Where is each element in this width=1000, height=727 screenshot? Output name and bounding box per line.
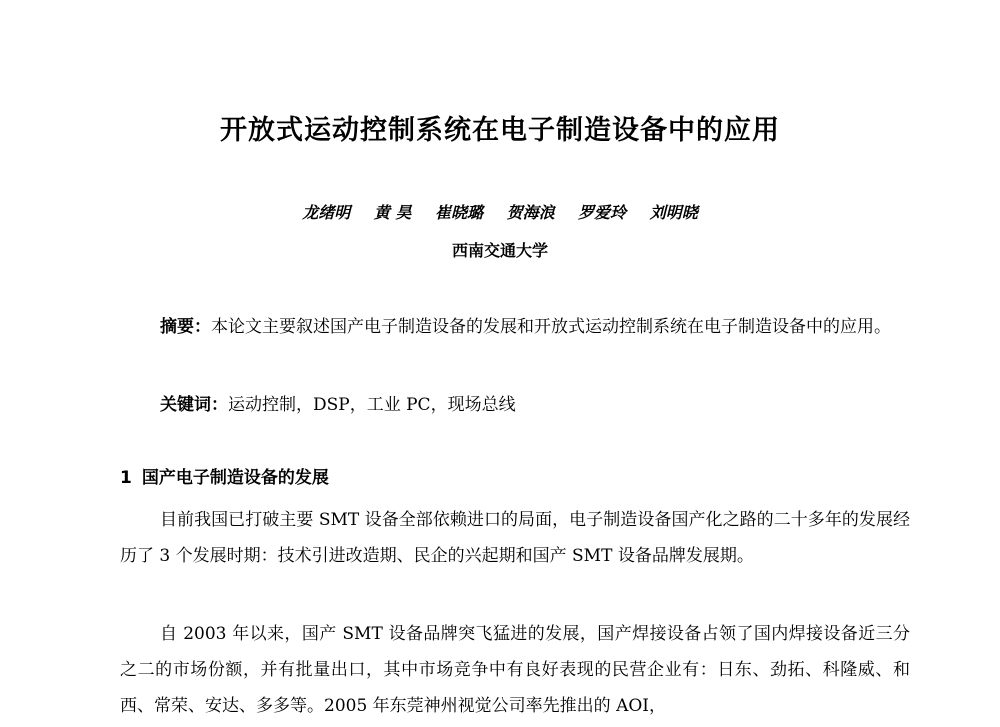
abstract-text: 本论文主要叙述国产电子制造设备的发展和开放式运动控制系统在电子制造设备中的应用。: [211, 317, 891, 337]
keywords-line: [160, 387, 516, 423]
section-title: 国产电子制造设备的发展: [141, 468, 329, 488]
keywords-text: 运动控制，DSP，工业 PC，现场总线: [228, 395, 516, 415]
author-name: 罗爱玲: [578, 203, 627, 222]
author-name: 崔晓璐: [434, 203, 483, 222]
abstract-paragraph: [120, 309, 910, 345]
abstract-label: 摘要：: [160, 317, 211, 337]
affiliation: 西南交通大学: [451, 241, 548, 260]
body-paragraph: 自 2003 年以来，国产 SMT 设备品牌突飞猛进的发展，国产焊接设备占领了国内焊接设备近三分之二的市场份额，并有批量出口，其中市场竞争中有良好表现的民营企业有：日东、劲拓、科隆威、和西、常荣、安达、多多等。2005 年东莞神州视觉公司率先推出的 AOI，: [120, 624, 910, 716]
body-paragraph: 目前我国已打破主要 SMT 设备全部依赖进口的局面，电子制造设备国产化之路的二十多年的发展经历了 3 个发展时期：技术引进改造期、民企的兴起期和国产 SMT 设备品牌发展期。: [120, 510, 910, 566]
keywords-label: 关键词：: [160, 395, 228, 415]
author-name: 贺海浪: [506, 203, 555, 222]
author-name: 龙绪明: [302, 203, 351, 222]
author-name: 刘明晓: [649, 203, 698, 222]
author-list: [0, 200, 1000, 223]
paper-title: 开放式运动控制系统在电子制造设备中的应用: [220, 115, 780, 146]
section-heading: [120, 463, 329, 488]
section-number: 1: [120, 468, 132, 488]
author-name: 黄 昊: [373, 203, 412, 222]
